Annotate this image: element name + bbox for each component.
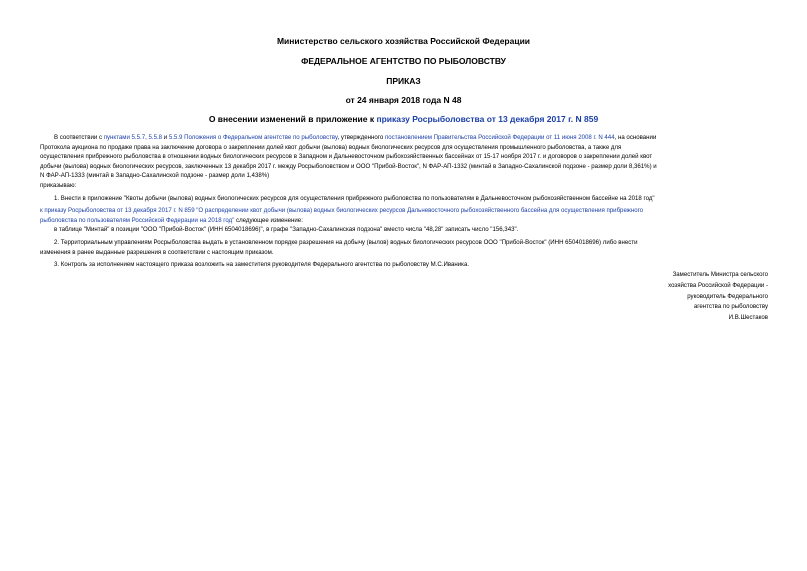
item-2-line: изменения в ранее выданные разрешения в соответствии с настоящим приказом. — [40, 248, 274, 256]
paragraph-preamble-line: N ФАР-АП-1333 (минтай в Западно-Сахалинской подзоне - размер доли 1,438%) — [40, 172, 270, 180]
title-order-link[interactable]: приказу Росрыболовства от 13 декабря 2017 г. N 859 — [376, 114, 599, 124]
points-link[interactable]: пунктами 5.5.7, 5.5.8 — [103, 134, 163, 141]
signature-line: руководитель Федерального — [687, 292, 768, 300]
resolution-link[interactable]: постановлением Правительства Российской Федерации от 11 июня 2008 г. N 444 — [384, 134, 615, 141]
signatory-name: И.В.Шестаков — [728, 314, 768, 322]
text-span: следующее изменение: — [234, 216, 303, 224]
text-span: , утвержденного — [337, 134, 385, 141]
regulation-link[interactable]: 5.5.9 Положения о Федеральном агентстве по рыболовству — [168, 134, 338, 141]
item-1-line: 1. Внести в приложение "Квоты добычи (вылова) водных биологических ресурсов для осуществления прибрежного рыболовства по пользователям в Дальневосточном рыбохозяйственном бассейне на 2018 год" — [54, 194, 655, 202]
paragraph-preamble-line: Протокола аукциона по продаже права на заключение договора о закреплении долей квот добычи (вылова) водных биологических ресурсов для осуществления промышленного рыболовства, а также для — [40, 143, 622, 151]
doc-title — [0, 114, 807, 124]
signature-line: Заместитель Министра сельского — [672, 271, 768, 278]
order-859-link[interactable]: к приказу Росрыболовства от 13 декабря 2017 г. N 859 "О распределении квот добычи (вылова) водных биологических ресурсов Дальневосточного рыбохозяйственного бассейна для осуществления прибрежного — [40, 207, 644, 215]
item-3-line: 3. Контроль за исполнением настоящего приказа возложить на заместителя руководителя Федерального агентства по рыболовству М.С.Иваника. — [54, 261, 470, 269]
document-body — [40, 133, 770, 270]
item-1-change-line: в таблице "Минтай" в позиции "ООО "Прибой-Восток" (ИНН 6504018696)", в графе "Западно-Сахалинская подзона" вместо числа "48,28" записать число "156,343". — [54, 226, 519, 234]
paragraph-preamble-line: добычи (вылова) водных биологических ресурсов, заключенных 13 декабря 2017 г. между Росрыболовством и ООО "Прибой-Восток", N ФАР-АП-1332 (минтай в Западно-Сахалинской подзоне - размер доли 8,361%) и — [40, 162, 657, 170]
paragraph-preamble-line — [40, 133, 770, 143]
text-span: и — [162, 134, 169, 141]
text-span: В соответствии с — [54, 134, 104, 141]
order-859-link-cont[interactable]: рыболовства по пользователям Российской Федерации на 2018 год" — [40, 216, 235, 224]
ministry-heading: Министерство сельского хозяйства Российской Федерации — [276, 36, 531, 46]
signature-block — [668, 270, 768, 324]
date-number-heading: от 24 января 2018 года N 48 — [345, 95, 462, 105]
signature-line: хозяйства Российской Федерации - — [668, 281, 768, 289]
doc-type-heading: ПРИКАЗ — [386, 76, 421, 86]
text-span: , на основании — [614, 134, 657, 141]
signature-line: агентства по рыболовству — [693, 303, 768, 311]
item-2-line: 2. Территориальным управлениям Росрыболовства выдать в установленном порядке разрешения на добычу (вылов) водных биологических ресурсов ООО "Прибой-Восток" (ИНН 6504018696) либо внести — [54, 238, 638, 246]
doc-title-text: О внесении изменений в приложение к — [208, 114, 377, 124]
paragraph-preamble-line: осуществления прибрежного рыболовства в отношении водных биологических ресурсов в Западном и Дальневосточном рыбохозяйственных бассейнах от 15-17 ноября 2017 г. и договоров о закреплении долей квот — [40, 153, 653, 161]
agency-heading: ФЕДЕРАЛЬНОЕ АГЕНТСТВО ПО РЫБОЛОВСТВУ — [301, 56, 506, 66]
orders-label: приказываю: — [40, 181, 77, 189]
item-1-line — [40, 216, 770, 226]
